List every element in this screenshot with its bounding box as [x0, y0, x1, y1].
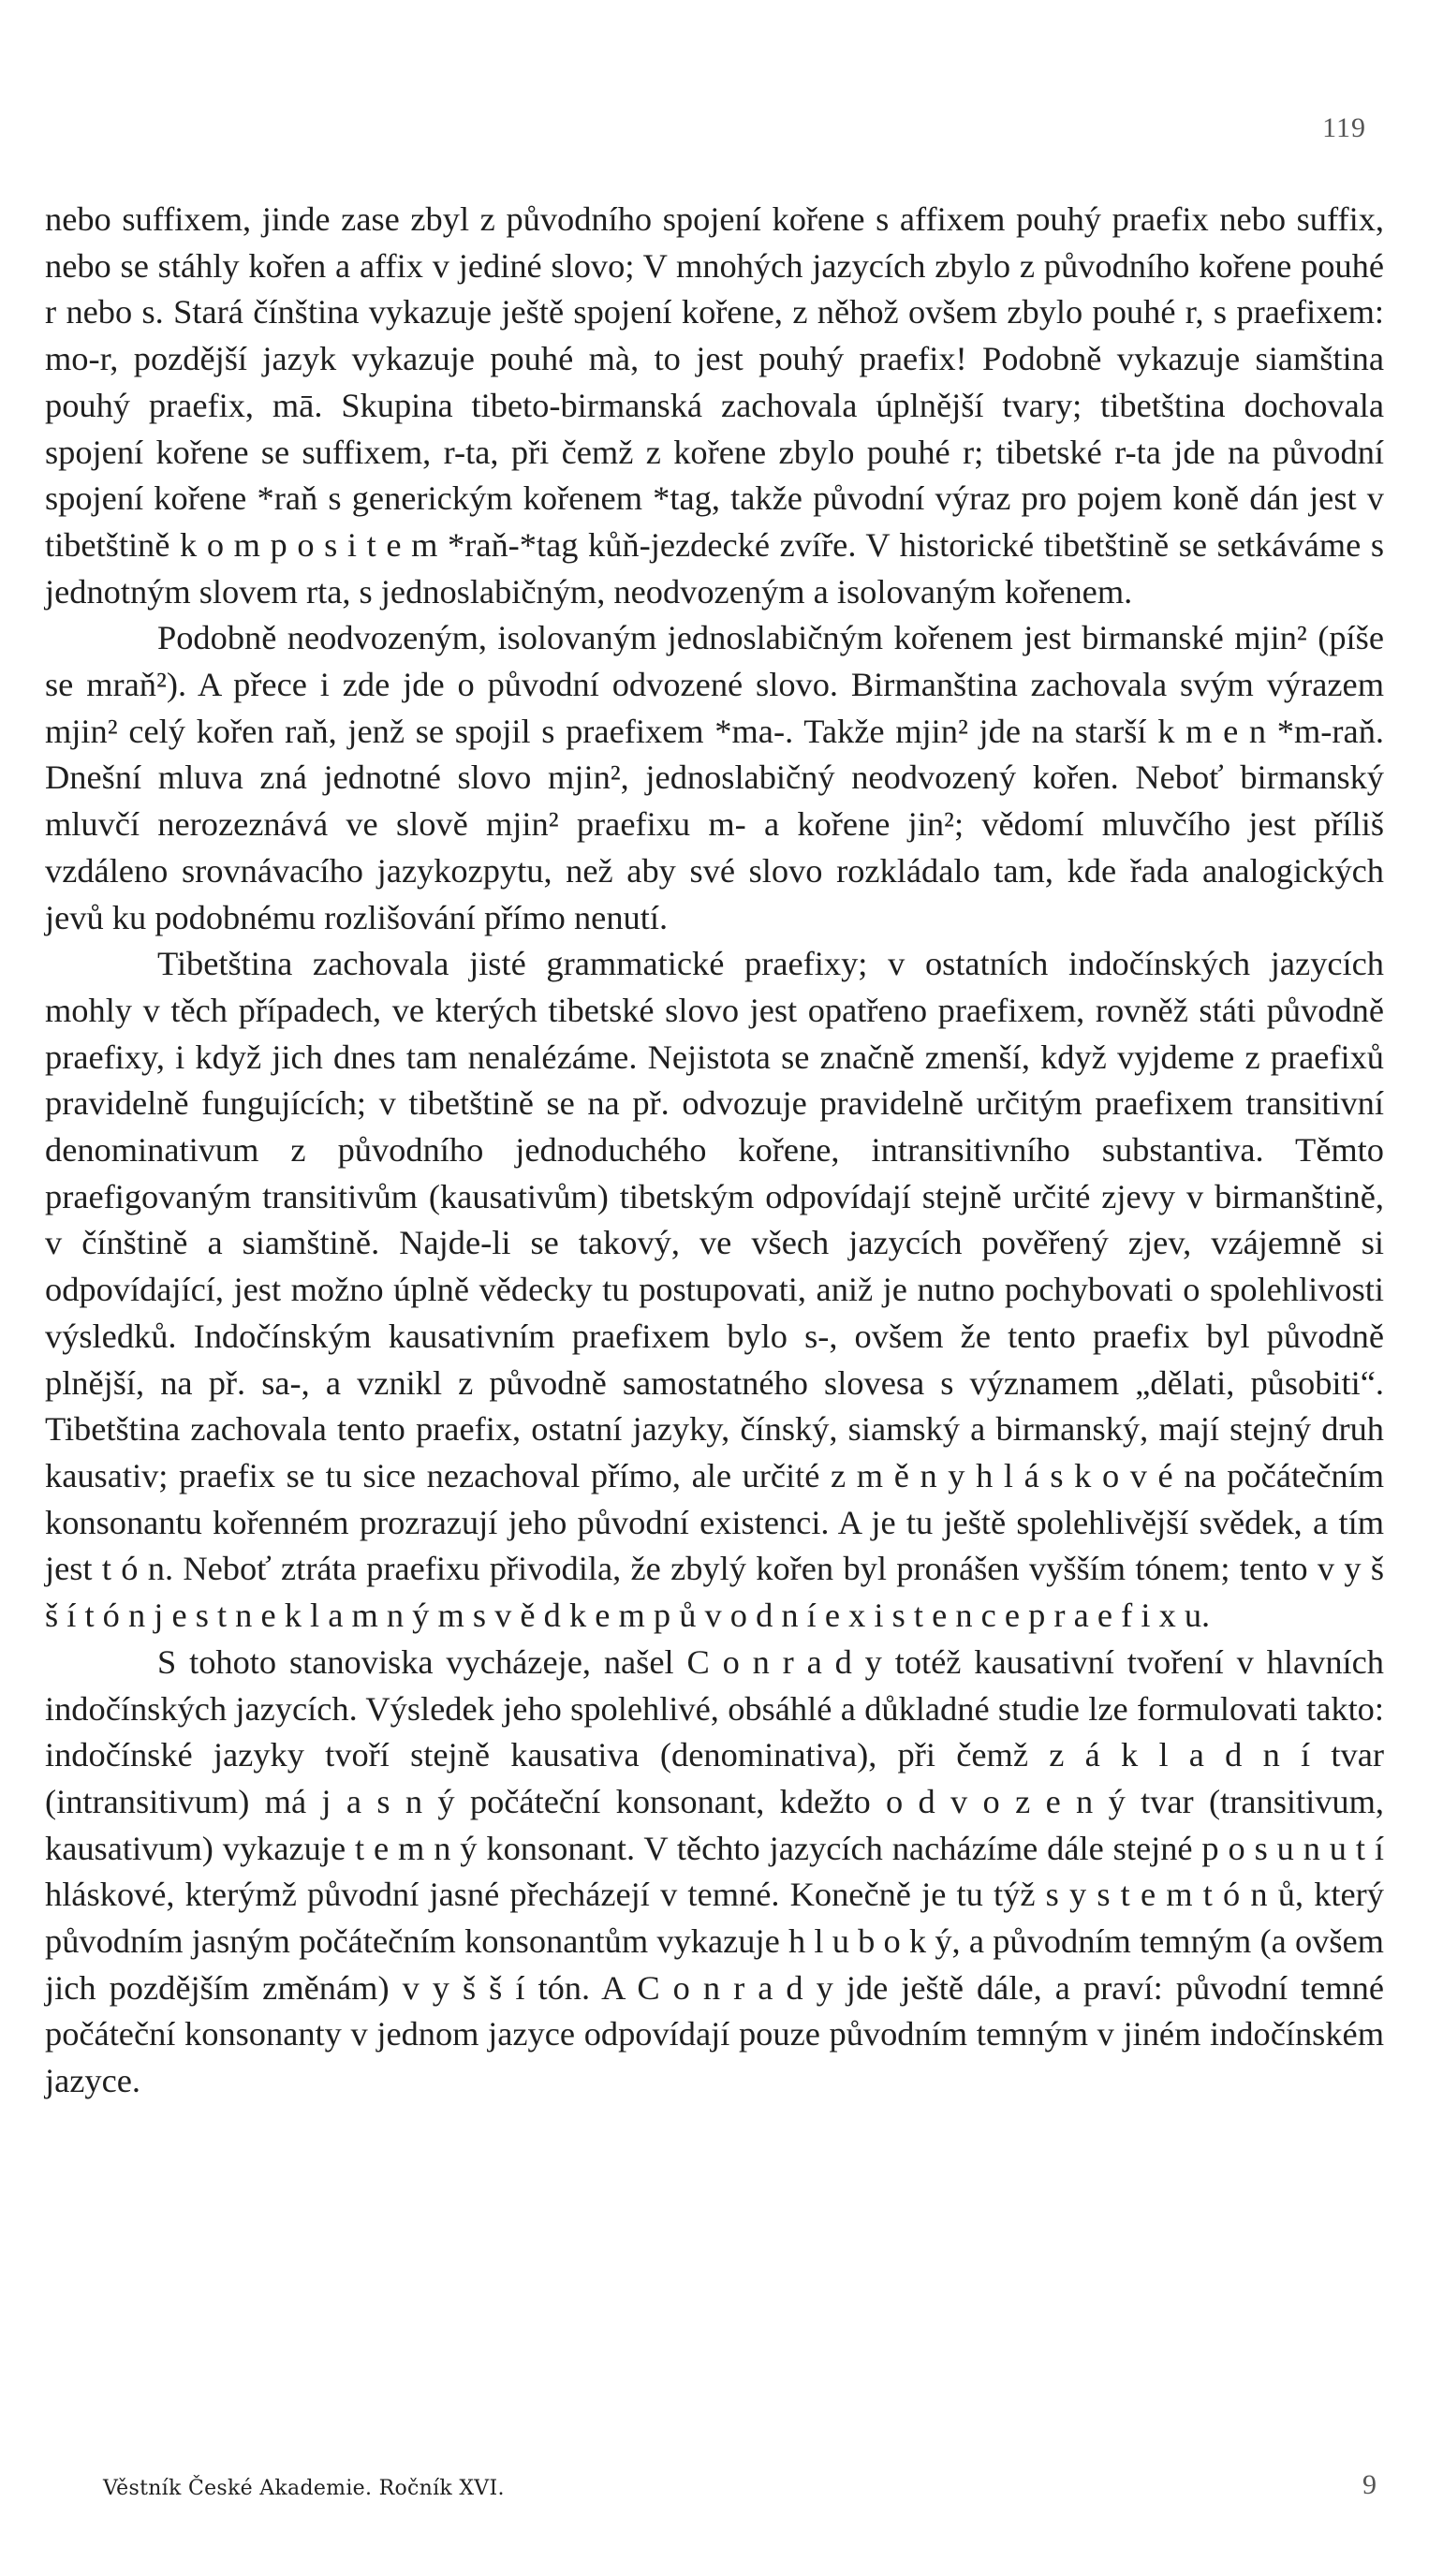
signature-mark: 9: [1362, 2469, 1377, 2500]
paragraph: nebo suffixem, jinde zase zbyl z původního spojení kořene s affixem pouhý praefix nebo suffix, nebo se stáhly kořen a affix v jediné slovo; V mnohých jazycích zbylo z původního kořene pouhé r nebo s. Stará čínština vykazuje ještě spojení kořene, z něhož ovšem zbylo pouhé r, s praefixem: mo-r, pozdější jazyk vykazuje pouhé mà, to jest pouhý praefix! Podobně vykazuje siamština pouhý praefix, mā. Skupina tibeto-birmanská zachovala úplnější tvary; tibetština dochovala spojení kořene se suffixem, r-ta, při čemž z kořene zbylo pouhé r; tibetské r-ta jde na původní spojení kořene *raň s generickým kořenem *tag, takže původní výraz pro pojem koně dán jest v tibetštině k o m p o s i t e m *raň-*tag kůň-jezdecké zvíře. V historické tibetštině se setkáváme s jednotným slovem rta, s jednoslabičným, neodvozeným a isolovaným kořenem.: [45, 200, 1384, 611]
paragraph: Podobně neodvozeným, isolovaným jednoslabičným kořenem jest birmanské mjin² (píše se mraň²). A přece i zde jde o původní odvozené slovo. Birmanština zachovala svým výrazem mjin² celý kořen raň, jenž se spojil s praefixem *ma-. Takže mjin² jde na starší k m e n *m-raň. Dnešní mluva zná jednotné slovo mjin², jednoslabičný neodvozený kořen. Neboť birmanský mluvčí nerozeznává ve slově mjin² praefixu m- a kořene jin²; vědomí mluvčího jest příliš vzdáleno srovnávacího jazykozpytu, než aby své slovo rozkládalo tam, kde řada analogických jevů ku podobnému rozlišování přímo nenutí.: [45, 619, 1384, 936]
paragraph: S tohoto stanoviska vycházeje, našel C o n r a d y totéž kausativní tvoření v hlavních indočínských jazycích. Výsledek jeho spolehlivé, obsáhlé a důkladné studie lze formulovati takto: indočínské jazyky tvoří stejně kausativa (denominativa), při čemž z á k l a d n í tvar (intransitivum) má j a s n ý počáteční konsonant, kdežto o d v o z e n ý tvar (transitivum, kausativum) vykazuje t e m n ý konsonant. V těchto jazycích nacházíme dále stejné p o s u n u t í hláskové, kterýmž původní jasné přecházejí v temné. Konečně je tu týž s y s t e m t ó n ů, který původním jasným počátečním konsonantům vykazuje h l u b o k ý, a původním temným (a ovšem jich pozdějším změnám) v y š š í tón. A C o n r a d y jde ještě dále, a praví: původní temné počáteční konsonanty v jednom jazyce odpovídají pouze původním temným v jiném indočínském jazyce.: [45, 1642, 1384, 2100]
page-footer: [103, 2469, 1377, 2514]
body-text: [45, 197, 1384, 2105]
journal-title: Věstník České Akademie. Ročník XVI.: [103, 2477, 505, 2500]
paragraph: Tibetština zachovala jisté grammatické praefixy; v ostatních indočínských jazycích mohly v těch případech, ve kterých tibetské slovo jest opatřeno praefixem, rovněž státi původně praefixy, i když jich dnes tam nenalézáme. Nejistota se značně zmenší, když vyjdeme z praefixů pravidelně fungujících; v tibetštině se na př. odvozuje pravidelně určitým praefixem transitivní denominativum z původního jednoduchého kořene, intransitivního substantiva. Těmto praefigovaným transitivům (kausativům) tibetským odpovídají stejně určité zjevy v birmanštině, v čínštině a siamštině. Najde-li se takový, ve všech jazycích pověřený zjev, vzájemně si odpovídající, jest možno úplně vědecky tu postupovati, aniž je nutno pochybovati o spolehlivosti výsledků. Indočínským kausativním praefixem bylo s-, ovšem že tento praefix byl původně plnější, na př. sa-, a vznikl z původně samostatného slovesa s významem „dělati, působiti“. Tibetština zachovala tento praefix, ostatní jazyky, čínský, siamský a birmanský, mají stejný druh kausativ; praefix se tu sice nezachoval přímo, ale určité z m ě n y h l á s k o v é na počátečním konsonantu kořenném prozrazují jeho původní existenci. A je tu ještě spolehlivější svědek, a tím jest t ó n. Neboť ztráta praefixu přivodila, že zbylý kořen byl pronášen vyšším tónem; tento v y š š í t ó n j e s t n e k l a m n ý m s v ě d k e m p ů v o d n í e x i s t e n c e p r a e f i x u.: [45, 945, 1384, 1635]
page-number: 119: [1322, 112, 1366, 143]
